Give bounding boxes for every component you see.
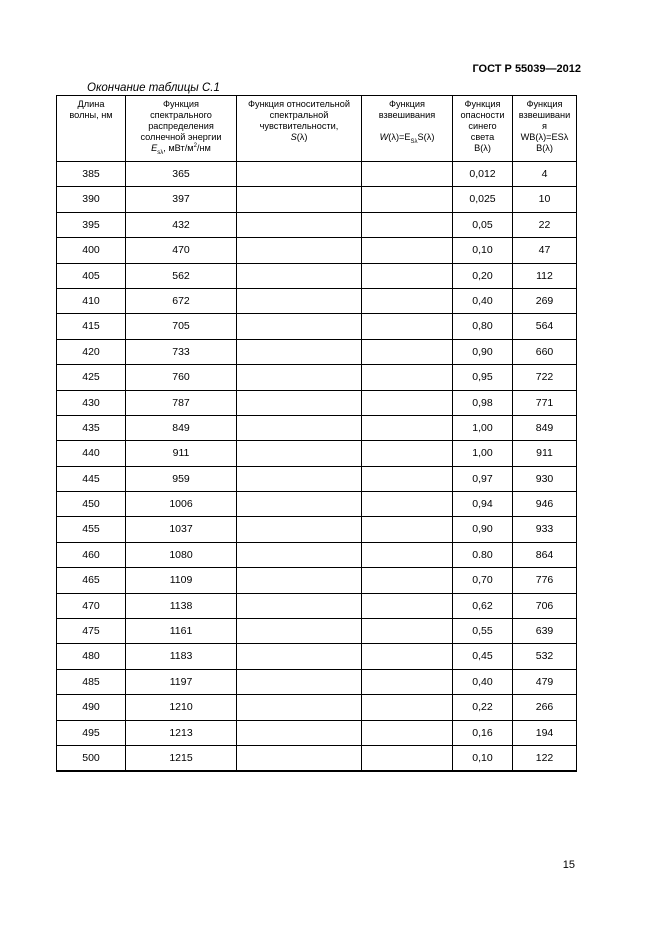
header-line: Функция: [526, 99, 563, 109]
cell-weighting: [362, 390, 453, 415]
table-row: [57, 238, 577, 263]
cell-blue-hazard: 0,012: [453, 162, 513, 187]
cell-wavelength: 480: [57, 644, 126, 669]
cell-sensitivity: [237, 644, 362, 669]
cell-sensitivity: [237, 669, 362, 694]
cell-weighting: [362, 162, 453, 187]
cell-sensitivity: [237, 415, 362, 440]
cell-blue-hazard: 0,025: [453, 187, 513, 212]
cell-solar: 672: [126, 288, 237, 313]
table-row: [57, 187, 577, 212]
cell-weighted-blue: 946: [513, 492, 577, 517]
cell-weighted-blue: 722: [513, 365, 577, 390]
cell-wavelength: 440: [57, 441, 126, 466]
table-caption: Окончание таблицы С.1: [87, 82, 220, 94]
cell-wavelength: 385: [57, 162, 126, 187]
table-row: [57, 162, 577, 187]
cell-solar: 959: [126, 466, 237, 491]
header-line: B(λ): [536, 143, 553, 153]
cell-weighted-blue: 660: [513, 339, 577, 364]
cell-weighted-blue: 771: [513, 390, 577, 415]
cell-weighted-blue: 776: [513, 568, 577, 593]
cell-weighted-blue: 930: [513, 466, 577, 491]
cell-sensitivity: [237, 568, 362, 593]
cell-weighting: [362, 517, 453, 542]
filler-cell: [126, 771, 237, 772]
cell-blue-hazard: 0,10: [453, 745, 513, 770]
cell-solar: 705: [126, 314, 237, 339]
cell-blue-hazard: 0,20: [453, 263, 513, 288]
cell-wavelength: 500: [57, 745, 126, 770]
table-row: [57, 669, 577, 694]
filler-cell: [453, 771, 513, 772]
cell-wavelength: 495: [57, 720, 126, 745]
table-row: [57, 568, 577, 593]
cell-weighting: [362, 238, 453, 263]
cell-sensitivity: [237, 517, 362, 542]
formula-tail: S(λ): [417, 132, 435, 142]
cell-sensitivity: [237, 238, 362, 263]
cell-sensitivity: [237, 288, 362, 313]
header-line: чувствительности,: [259, 121, 339, 131]
header-weighted-blue-hazard: [513, 96, 577, 162]
header-formula: [238, 132, 360, 143]
cell-blue-hazard: 0,70: [453, 568, 513, 593]
cell-wavelength: 435: [57, 415, 126, 440]
header-spacer: [363, 121, 451, 132]
cell-weighted-blue: 266: [513, 695, 577, 720]
cell-solar: 470: [126, 238, 237, 263]
table-row: [57, 695, 577, 720]
cell-weighted-blue: 864: [513, 542, 577, 567]
cell-solar: 787: [126, 390, 237, 415]
cell-solar: 1037: [126, 517, 237, 542]
cell-wavelength: 405: [57, 263, 126, 288]
header-line: Длина: [77, 99, 105, 109]
header-line: WB(λ)=ESλ: [520, 132, 569, 142]
cell-weighting: [362, 212, 453, 237]
cell-blue-hazard: 0,22: [453, 695, 513, 720]
cell-sensitivity: [237, 187, 362, 212]
table-row: [57, 441, 577, 466]
table-row: [57, 619, 577, 644]
cell-weighting: [362, 745, 453, 770]
spectral-data-table: [56, 95, 577, 772]
table-row: [57, 644, 577, 669]
cell-weighted-blue: 194: [513, 720, 577, 745]
cell-blue-hazard: 0,90: [453, 517, 513, 542]
formula-subscript: Sλ: [410, 138, 418, 145]
header-line: синего: [468, 121, 497, 131]
cell-sensitivity: [237, 593, 362, 618]
header-line: спектрального: [150, 110, 212, 120]
formula-subscript: sλ: [157, 149, 164, 156]
cell-blue-hazard: 0,97: [453, 466, 513, 491]
cell-blue-hazard: 0,40: [453, 288, 513, 313]
cell-weighting: [362, 415, 453, 440]
header-line: спектральной: [269, 110, 329, 120]
table-row: [57, 390, 577, 415]
header-line: взвешивани: [518, 110, 571, 120]
table-row: [57, 542, 577, 567]
cell-weighted-blue: 47: [513, 238, 577, 263]
table-row: [57, 365, 577, 390]
cell-weighted-blue: 122: [513, 745, 577, 770]
cell-solar: 432: [126, 212, 237, 237]
cell-solar: 1197: [126, 669, 237, 694]
cell-weighting: [362, 492, 453, 517]
cell-wavelength: 490: [57, 695, 126, 720]
header-line: света: [470, 132, 495, 142]
table-row: [57, 466, 577, 491]
cell-solar: 1109: [126, 568, 237, 593]
table-row: [57, 517, 577, 542]
cell-weighted-blue: 639: [513, 619, 577, 644]
cell-wavelength: 475: [57, 619, 126, 644]
filler-cell: [362, 771, 453, 772]
cell-blue-hazard: 0,45: [453, 644, 513, 669]
cell-blue-hazard: 0,80: [453, 314, 513, 339]
table-row: [57, 415, 577, 440]
cell-weighting: [362, 593, 453, 618]
header-line: опасности: [460, 110, 505, 120]
cell-weighted-blue: 4: [513, 162, 577, 187]
cell-weighted-blue: 22: [513, 212, 577, 237]
cell-weighting: [362, 695, 453, 720]
cell-solar: 1215: [126, 745, 237, 770]
cell-weighted-blue: 532: [513, 644, 577, 669]
cell-blue-hazard: 0,95: [453, 365, 513, 390]
table-row: [57, 339, 577, 364]
cell-weighting: [362, 720, 453, 745]
header-formula: [127, 143, 235, 154]
cell-weighted-blue: 564: [513, 314, 577, 339]
table-row: [57, 745, 577, 770]
cell-wavelength: 430: [57, 390, 126, 415]
table-row: [57, 263, 577, 288]
header-line: Функция относительной: [248, 99, 350, 109]
cell-sensitivity: [237, 695, 362, 720]
table-row: [57, 288, 577, 313]
cell-sensitivity: [237, 720, 362, 745]
cell-blue-hazard: 0,05: [453, 212, 513, 237]
header-line: Функция: [464, 99, 501, 109]
cell-solar: 397: [126, 187, 237, 212]
cell-wavelength: 400: [57, 238, 126, 263]
cell-wavelength: 415: [57, 314, 126, 339]
table-row: [57, 492, 577, 517]
cell-blue-hazard: 0.80: [453, 542, 513, 567]
cell-weighted-blue: 479: [513, 669, 577, 694]
table-body: [57, 162, 577, 772]
cell-weighted-blue: 911: [513, 441, 577, 466]
header-formula: [363, 132, 451, 143]
header-solar-distribution: [126, 96, 237, 162]
cell-wavelength: 390: [57, 187, 126, 212]
cell-sensitivity: [237, 542, 362, 567]
header-line: волны, нм: [69, 110, 113, 120]
cell-sensitivity: [237, 263, 362, 288]
header-line: Функция: [388, 99, 426, 109]
cell-sensitivity: [237, 619, 362, 644]
page-number: 15: [562, 859, 575, 871]
formula-symbol: W: [379, 132, 389, 142]
cell-wavelength: 455: [57, 517, 126, 542]
cell-weighted-blue: 933: [513, 517, 577, 542]
header-line: B(λ): [474, 143, 491, 153]
cell-weighted-blue: 849: [513, 415, 577, 440]
cell-weighted-blue: 10: [513, 187, 577, 212]
table-filler-row: [57, 771, 577, 772]
filler-cell: [513, 771, 577, 772]
formula-superscript: 2: [193, 142, 197, 149]
formula-symbol: S: [290, 132, 297, 142]
cell-weighting: [362, 441, 453, 466]
cell-solar: 1213: [126, 720, 237, 745]
table-header-row: [57, 96, 577, 162]
cell-weighted-blue: 112: [513, 263, 577, 288]
cell-weighting: [362, 619, 453, 644]
cell-sensitivity: [237, 390, 362, 415]
cell-solar: 1006: [126, 492, 237, 517]
header-line: Функция: [162, 99, 200, 109]
header-line: распределения: [148, 121, 214, 131]
cell-solar: 760: [126, 365, 237, 390]
filler-cell: [237, 771, 362, 772]
cell-weighting: [362, 644, 453, 669]
header-line: солнечной энергии: [140, 132, 222, 142]
table-row: [57, 593, 577, 618]
cell-solar: 1210: [126, 695, 237, 720]
cell-sensitivity: [237, 162, 362, 187]
cell-solar: 365: [126, 162, 237, 187]
cell-blue-hazard: 0,16: [453, 720, 513, 745]
cell-solar: 1138: [126, 593, 237, 618]
header-line: взвешивания: [378, 110, 436, 120]
cell-solar: 733: [126, 339, 237, 364]
table-row: [57, 212, 577, 237]
cell-weighting: [362, 187, 453, 212]
formula-unit: , мВт/м: [163, 143, 194, 153]
cell-wavelength: 425: [57, 365, 126, 390]
cell-weighted-blue: 706: [513, 593, 577, 618]
header-wavelength: [57, 96, 126, 162]
cell-sensitivity: [237, 745, 362, 770]
cell-wavelength: 485: [57, 669, 126, 694]
cell-blue-hazard: 0,94: [453, 492, 513, 517]
cell-weighting: [362, 314, 453, 339]
formula-argument: (λ): [296, 132, 308, 142]
cell-weighted-blue: 269: [513, 288, 577, 313]
header-blue-light-hazard: [453, 96, 513, 162]
cell-solar: 849: [126, 415, 237, 440]
cell-blue-hazard: 0,10: [453, 238, 513, 263]
cell-weighting: [362, 542, 453, 567]
cell-wavelength: 450: [57, 492, 126, 517]
cell-wavelength: 465: [57, 568, 126, 593]
cell-sensitivity: [237, 365, 362, 390]
cell-wavelength: 460: [57, 542, 126, 567]
cell-sensitivity: [237, 212, 362, 237]
cell-blue-hazard: 1,00: [453, 415, 513, 440]
formula-body: (λ)=E: [388, 132, 411, 142]
cell-sensitivity: [237, 492, 362, 517]
cell-weighting: [362, 669, 453, 694]
cell-sensitivity: [237, 466, 362, 491]
cell-weighting: [362, 263, 453, 288]
cell-blue-hazard: 0,40: [453, 669, 513, 694]
cell-blue-hazard: 0,62: [453, 593, 513, 618]
cell-solar: 1080: [126, 542, 237, 567]
cell-weighting: [362, 339, 453, 364]
table-row: [57, 314, 577, 339]
cell-blue-hazard: 1,00: [453, 441, 513, 466]
cell-sensitivity: [237, 314, 362, 339]
cell-solar: 1183: [126, 644, 237, 669]
cell-wavelength: 445: [57, 466, 126, 491]
table-row: [57, 720, 577, 745]
cell-weighting: [362, 568, 453, 593]
header-line: я: [542, 121, 547, 131]
cell-blue-hazard: 0,98: [453, 390, 513, 415]
cell-blue-hazard: 0,55: [453, 619, 513, 644]
cell-solar: 562: [126, 263, 237, 288]
header-weighting-function: [362, 96, 453, 162]
cell-weighting: [362, 288, 453, 313]
cell-weighting: [362, 466, 453, 491]
cell-wavelength: 420: [57, 339, 126, 364]
cell-sensitivity: [237, 339, 362, 364]
document-code: ГОСТ Р 55039—2012: [472, 63, 581, 75]
cell-wavelength: 410: [57, 288, 126, 313]
cell-wavelength: 470: [57, 593, 126, 618]
header-relative-sensitivity: [237, 96, 362, 162]
formula-unit-tail: /нм: [196, 143, 211, 153]
cell-solar: 911: [126, 441, 237, 466]
cell-blue-hazard: 0,90: [453, 339, 513, 364]
cell-sensitivity: [237, 441, 362, 466]
cell-weighting: [362, 365, 453, 390]
filler-cell: [57, 771, 126, 772]
formula-symbol: E: [151, 143, 158, 153]
cell-wavelength: 395: [57, 212, 126, 237]
cell-solar: 1161: [126, 619, 237, 644]
